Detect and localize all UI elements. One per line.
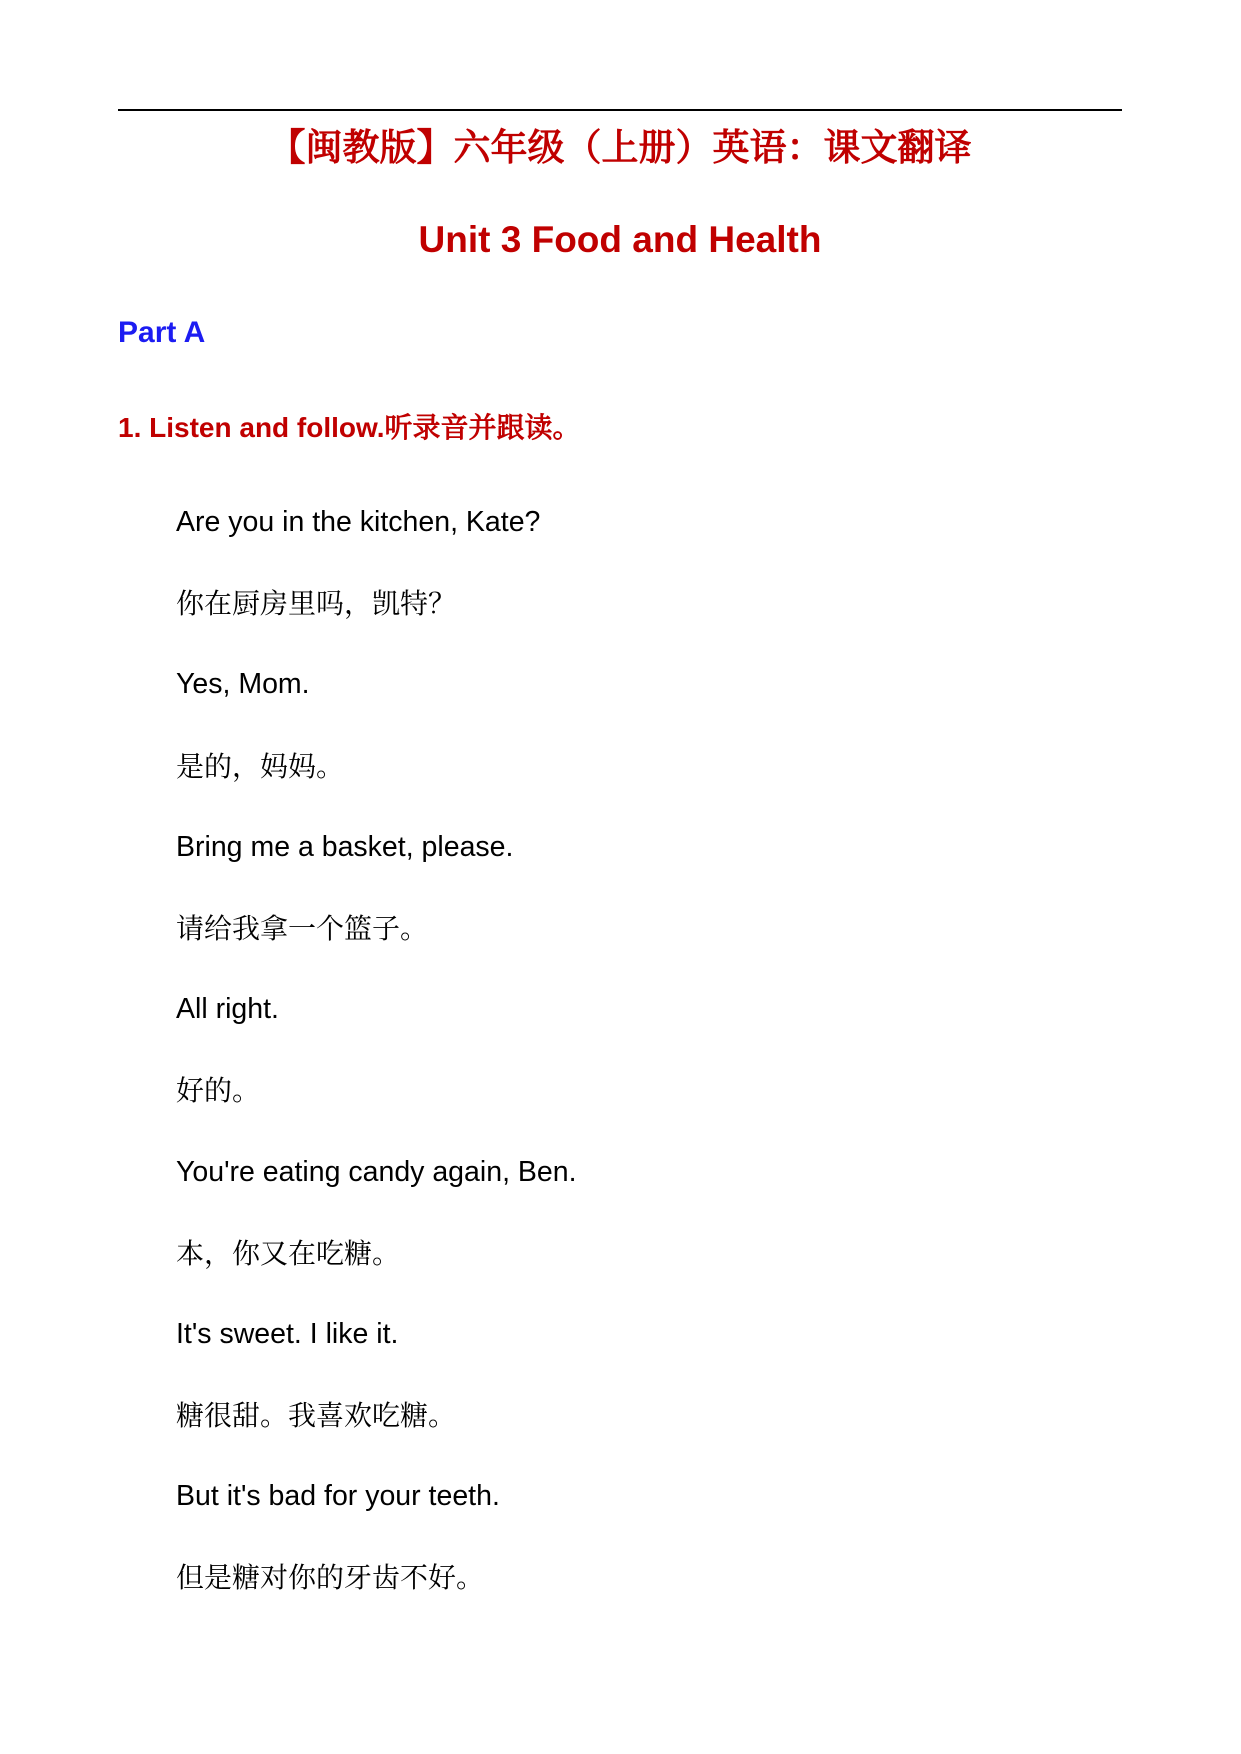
chinese-translation: 好的。 <box>176 1074 261 1108</box>
chinese-translation: 请给我拿一个篮子。 <box>176 911 429 945</box>
english-line: It's sweet. I like it. <box>176 1317 399 1350</box>
chinese-translation: 你在厨房里吗，凯特？ <box>176 587 457 621</box>
english-line: But it's bad for your teeth. <box>176 1480 500 1513</box>
dialogue-pair <box>176 1456 1116 1618</box>
dialogue-pair <box>176 644 1116 806</box>
chinese-translation: 但是糖对你的牙齿不好。 <box>176 1561 485 1595</box>
dialogue-pair <box>176 969 1116 1131</box>
section-heading: 1. Listen and follow.听录音并跟读。 <box>118 412 581 443</box>
english-line: All right. <box>176 993 279 1026</box>
header-rule <box>118 109 1122 111</box>
english-line: Bring me a basket, please. <box>176 830 514 863</box>
dialogue <box>176 482 1116 1619</box>
dialogue-pair <box>176 1132 1116 1294</box>
chinese-translation: 是的，妈妈。 <box>176 749 345 783</box>
dialogue-pair <box>176 1294 1116 1456</box>
english-line: Yes, Mom. <box>176 668 310 701</box>
dialogue-pair <box>176 482 1116 644</box>
part-heading: Part A <box>118 316 206 349</box>
unit-title: Unit 3 Food and Health <box>418 219 822 260</box>
chinese-translation: 本，你又在吃糖。 <box>176 1236 401 1270</box>
english-line: Are you in the kitchen, Kate? <box>176 506 541 538</box>
document-title: 【闽教版】六年级（上册）英语：课文翻译 <box>268 127 972 168</box>
english-line: You're eating candy again, Ben. <box>176 1155 577 1188</box>
chinese-translation: 糖很甜。我喜欢吃糖。 <box>176 1399 457 1433</box>
dialogue-pair <box>176 807 1116 969</box>
